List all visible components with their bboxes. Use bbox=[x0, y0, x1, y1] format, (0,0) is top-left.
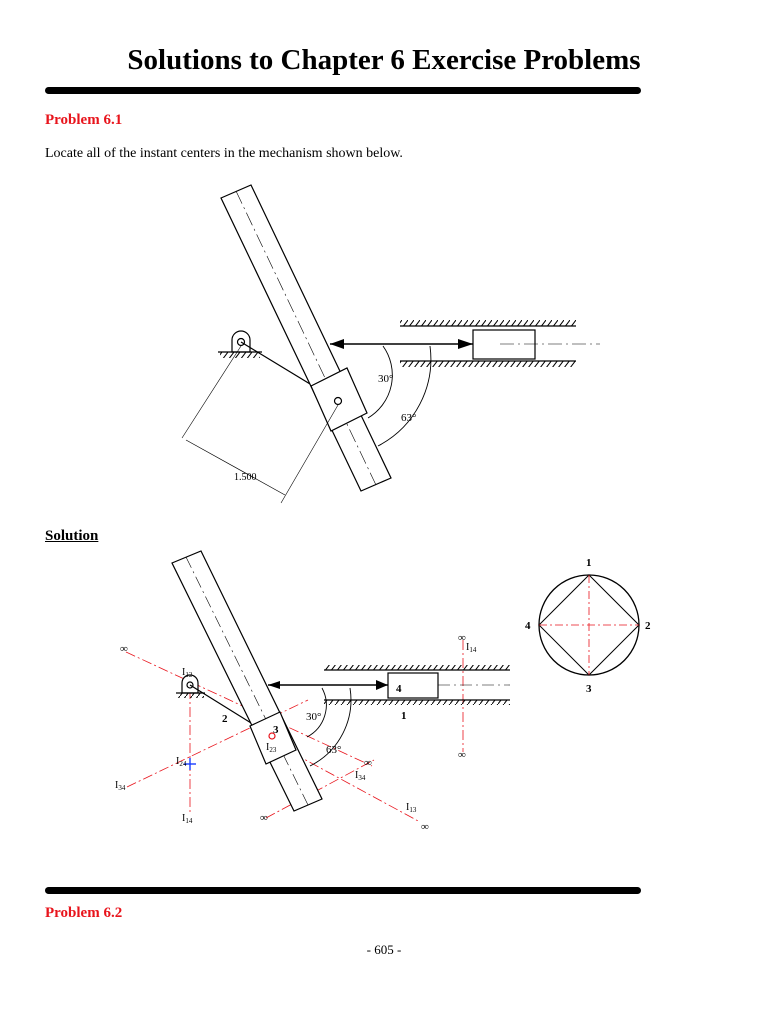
infinity-label-mid: ∞ bbox=[364, 757, 372, 769]
page-title: Solutions to Chapter 6 Exercise Problems bbox=[127, 44, 641, 76]
angle-label-30: 30° bbox=[378, 373, 394, 385]
node-1: 1 bbox=[586, 557, 592, 569]
link-2-label: 2 bbox=[222, 713, 228, 725]
i24-label: $I_{24}$ bbox=[176, 756, 187, 768]
angle-label-63: 63° bbox=[401, 412, 417, 424]
dimension-label: 1.500 bbox=[234, 472, 257, 483]
circle-diagram bbox=[525, 557, 651, 695]
problem-6-1-statement: Locate all of the instant centers in the mechanism shown below. bbox=[45, 146, 403, 161]
node-4: 4 bbox=[525, 620, 531, 632]
infinity-label-left: ∞ bbox=[120, 643, 128, 655]
infinity-label-bottom: ∞ bbox=[458, 749, 466, 761]
solution-heading: Solution bbox=[45, 528, 99, 544]
rod-end-right-2 bbox=[376, 680, 388, 690]
i34-label-left: $I_{34}$ bbox=[115, 780, 126, 792]
link-1-label: 1 bbox=[401, 710, 407, 722]
i34-label-right: $I_{34}$ bbox=[355, 770, 366, 782]
page-number: - 605 - bbox=[366, 942, 402, 957]
problem-6-1-heading: Problem 6.1 bbox=[45, 112, 123, 128]
link-3-label: 3 bbox=[273, 724, 279, 736]
i14-label-bottom: $I_{14}$ bbox=[182, 813, 193, 825]
node-3: 3 bbox=[586, 683, 592, 695]
i12-label: $I_{12}$ bbox=[182, 667, 193, 679]
i23-label: $I_{23}$ bbox=[266, 742, 277, 754]
i13-label: $I_{13}$ bbox=[406, 802, 417, 814]
infinity-label-right: ∞ bbox=[421, 821, 429, 833]
infinity-label-top: ∞ bbox=[458, 632, 466, 644]
rod-end-left-2 bbox=[268, 681, 280, 689]
bottom-divider bbox=[45, 887, 641, 894]
i14-label-top: $I_{14}$ bbox=[466, 642, 477, 654]
angle-label-63-2: 63° bbox=[326, 744, 342, 756]
node-2: 2 bbox=[645, 620, 651, 632]
angle-label-30-2: 30° bbox=[306, 711, 322, 723]
problem-6-2-heading: Problem 6.2 bbox=[45, 905, 123, 921]
link-4-label: 4 bbox=[396, 683, 402, 695]
infinity-label-low: ∞ bbox=[260, 812, 268, 824]
